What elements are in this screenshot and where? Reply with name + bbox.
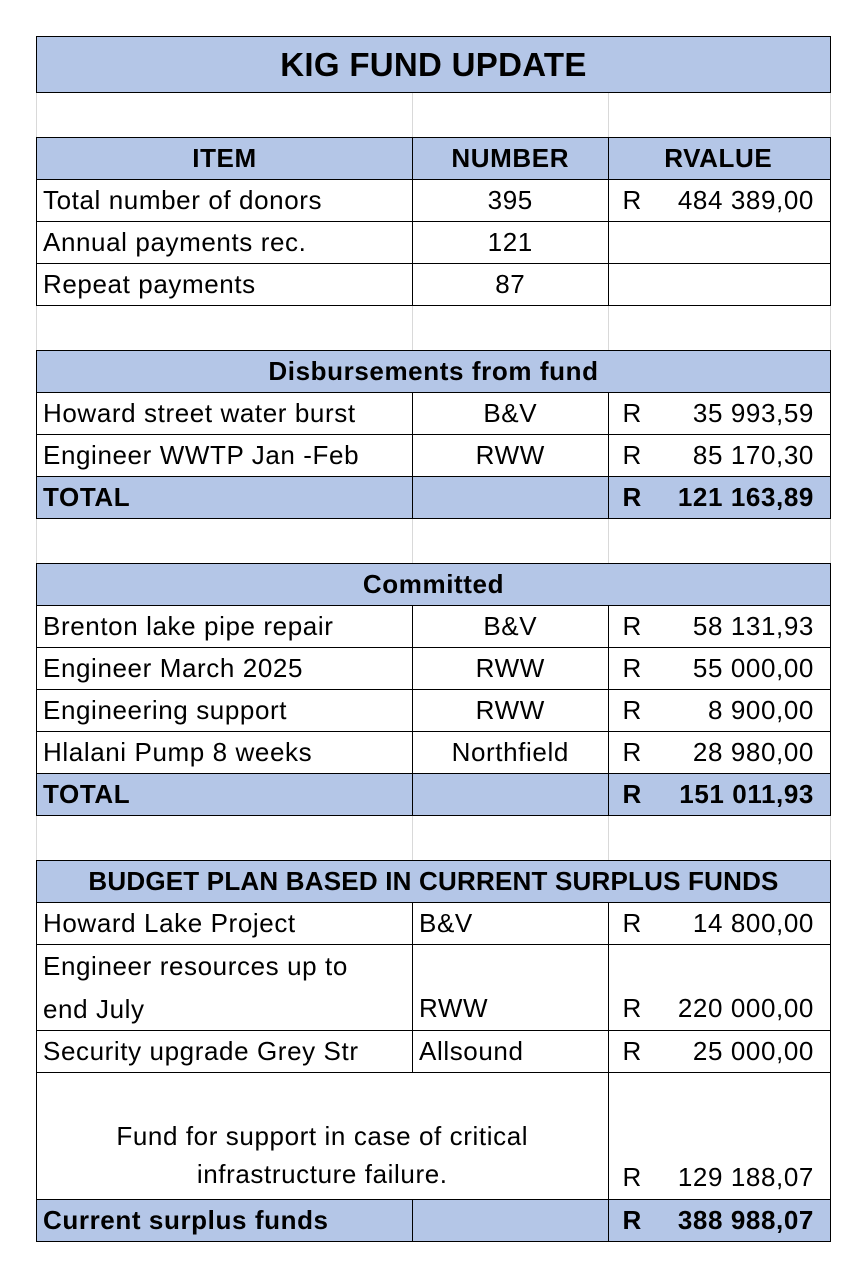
item-label: Brenton lake pipe repair	[37, 606, 413, 647]
item-label: Repeat payments	[37, 264, 413, 305]
amount: 28 980,00	[692, 737, 814, 767]
total-label: Current surplus funds	[37, 1200, 413, 1241]
vendor: B&V	[413, 606, 608, 647]
total-value	[609, 774, 831, 815]
header-rvalue: RVALUE	[664, 143, 773, 173]
total-value	[609, 477, 831, 518]
currency-symbol: R	[622, 185, 642, 215]
item-label: Engineering support	[37, 690, 413, 731]
committed-header-row	[36, 563, 831, 606]
table-row	[36, 648, 831, 690]
header-number: NUMBER	[413, 138, 608, 179]
item-value	[609, 222, 831, 263]
item-value	[609, 690, 831, 731]
vendor: Northfield	[413, 732, 608, 773]
table-row	[36, 222, 831, 264]
total-row	[36, 774, 831, 816]
sheet-title: KIG FUND UPDATE	[280, 45, 587, 83]
reserve-fund-line: Fund for support in case of critical	[116, 1121, 529, 1151]
amount: 35 993,59	[692, 398, 814, 428]
reserve-fund-row	[36, 1073, 831, 1200]
item-label-line: Engineer resources up to	[43, 950, 348, 981]
table-row	[36, 393, 831, 435]
item-value	[609, 393, 831, 434]
item-label: Howard street water burst	[37, 393, 413, 434]
summary-header-row	[36, 137, 831, 180]
fund-update-sheet	[36, 36, 831, 1242]
item-label	[37, 945, 413, 1030]
vendor: RWW	[413, 435, 608, 476]
table-row	[36, 945, 831, 1031]
item-label: Howard Lake Project	[37, 903, 413, 944]
total-row	[36, 477, 831, 519]
amount: 85 170,30	[692, 440, 814, 470]
item-value	[609, 903, 830, 944]
header-item: ITEM	[37, 138, 413, 179]
amount: 58 131,93	[692, 611, 814, 641]
item-label: Annual payments rec.	[37, 222, 413, 263]
section-heading: Disbursements from fund	[268, 356, 599, 386]
item-value	[609, 180, 831, 221]
item-value	[609, 732, 831, 773]
total-label: TOTAL	[37, 477, 413, 518]
currency-symbol: R	[622, 695, 642, 725]
spacer-row	[36, 816, 831, 860]
total-amount: 151 011,93	[679, 779, 814, 809]
vendor: B&V	[413, 903, 609, 944]
total-value	[609, 1200, 831, 1241]
table-row	[36, 690, 831, 732]
amount: 8 900,00	[707, 695, 814, 725]
surplus-total-row	[36, 1200, 831, 1242]
currency-symbol: R	[622, 653, 642, 683]
currency-symbol: R	[622, 611, 642, 641]
currency-symbol: R	[622, 1036, 642, 1066]
item-label: Engineer WWTP Jan -Feb	[37, 435, 413, 476]
spacer-row	[36, 93, 831, 137]
reserve-fund-label	[37, 1073, 609, 1199]
currency-symbol: R	[622, 1205, 642, 1235]
item-label: Hlalani Pump 8 weeks	[37, 732, 413, 773]
item-label: Total number of donors	[37, 180, 413, 221]
currency-symbol: R	[622, 993, 642, 1023]
item-label-line: end July	[43, 993, 145, 1024]
currency-symbol: R	[622, 1162, 642, 1192]
table-row	[36, 435, 831, 477]
total-amount: 388 988,07	[677, 1205, 814, 1235]
item-value	[609, 435, 831, 476]
reserve-fund-line: infrastructure failure.	[196, 1159, 448, 1189]
vendor: B&V	[413, 393, 608, 434]
disbursements-header-row	[36, 350, 831, 393]
item-label: Engineer March 2025	[37, 648, 413, 689]
section-heading: BUDGET PLAN BASED IN CURRENT SURPLUS FUNDS	[88, 866, 779, 896]
item-value	[609, 1031, 830, 1072]
spacer-row	[36, 306, 831, 350]
total-amount: 121 163,89	[677, 482, 814, 512]
item-number: 121	[413, 222, 608, 263]
item-value	[609, 648, 831, 689]
amount: 25 000,00	[692, 1036, 814, 1066]
item-number: 395	[413, 180, 608, 221]
table-row	[36, 264, 831, 306]
item-value	[609, 945, 830, 1030]
currency-symbol: R	[622, 482, 642, 512]
item-label: Security upgrade Grey Str	[37, 1031, 413, 1072]
budget-header-row	[36, 860, 831, 903]
total-label: TOTAL	[37, 774, 413, 815]
amount: 14 800,00	[692, 908, 814, 938]
vendor: Allsound	[413, 1031, 609, 1072]
vendor: RWW	[413, 648, 608, 689]
table-row	[36, 180, 831, 222]
spacer-row	[36, 519, 831, 563]
currency-symbol: R	[622, 908, 642, 938]
amount: 129 188,07	[677, 1162, 814, 1192]
item-value	[609, 264, 831, 305]
currency-symbol: R	[622, 779, 642, 809]
amount: 484 389,00	[677, 185, 814, 215]
section-heading: Committed	[362, 569, 505, 599]
table-row	[36, 606, 831, 648]
currency-symbol: R	[622, 440, 642, 470]
table-row	[36, 903, 831, 945]
table-row	[36, 1031, 831, 1073]
currency-symbol: R	[622, 398, 642, 428]
amount: 55 000,00	[692, 653, 814, 683]
vendor: RWW	[413, 690, 608, 731]
amount: 220 000,00	[677, 993, 814, 1023]
table-row	[36, 732, 831, 774]
item-value	[609, 1073, 831, 1199]
vendor: RWW	[413, 945, 609, 1030]
currency-symbol: R	[622, 737, 642, 767]
item-value	[609, 606, 831, 647]
title-row	[36, 36, 831, 93]
item-number: 87	[413, 264, 608, 305]
